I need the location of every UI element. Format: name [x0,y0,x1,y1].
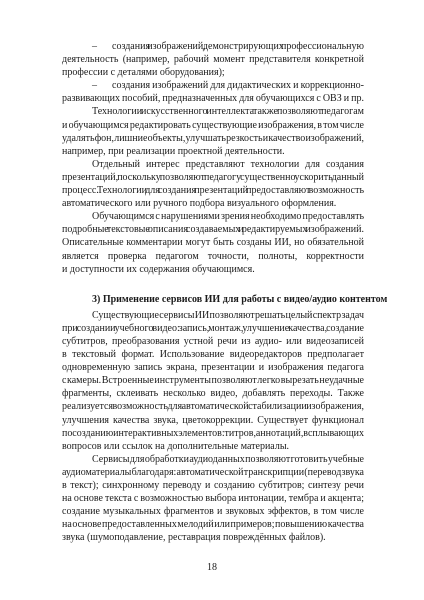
paragraph [62,105,364,157]
list-item [62,79,364,105]
text-line: развивающих пособий, предназначенных для обучающихся с ОВЗ и пр. [62,93,364,105]
text-line: и доступности их содержания обучающимся. [62,263,255,275]
text-line: звука (шумоподавление, реставрация повреждённых файлов). [62,532,326,544]
text-line: субтитров, преобразования устной речи из аудио- или видеозаписей [62,335,364,347]
text-line: процесс. Технологии для создания презентаций предоставляют возможность [62,185,364,197]
text-line [62,40,364,53]
text-line: подробные текстовые описания создаваемых и редактируемых изображений. [62,224,364,236]
text-line: одновременную запись экрана, презентации и изображения педагога [62,362,364,374]
text-line: аудиоматериалы благодаря: автоматической транскрипции (перевод звука [62,466,364,478]
page-content [62,40,388,544]
paragraph [62,158,364,210]
text-line: по созданию интерактивных элементов: титров, аннотаций, всплывающих [62,427,364,439]
section-heading: 3) Применение сервисов ИИ для работы с видео/аудио контентом [92,293,388,305]
text-line: в текст); синхронному переводу и созданию субтитров; синтезу речи [62,480,364,491]
text-line: реализуется возможность для автоматической стабилизации изображения, [62,401,364,413]
text-line: на основе предоставленных мелодий или примеров; повышению качества [62,519,364,531]
text-line: Технологии искусственного интеллекта также позволяют педагогам [92,106,364,118]
text-line: автоматического или ручного подбора визуального оформления. [62,198,337,210]
list-marker: – [92,41,97,52]
text-line: и обучающимся редактировать существующие изображения, в том числе [62,119,364,131]
list-item-text: создания изображений для дидактических и коррекционно- [112,80,364,92]
text-line: Обучающимся с нарушениями зрения необходимо предоставлять [92,211,364,223]
page-number: 18 [207,562,217,573]
text-line: является проверка педагогом точности, полноты, корректности [62,250,364,262]
list-item [62,40,364,79]
text-line: профессии с деталями оборудования); [62,67,225,79]
text-line: деятельность (например, рабочий момент представителя конкретной [62,54,364,66]
text-line: фрагменты, склеивать несколько видео, добавлять переходы. Также [62,388,364,400]
text-line: создание музыкальных фрагментов и звуковых эффектов, в том числе [62,506,364,518]
paragraph [62,309,364,453]
text-line: Описательные комментарии могут быть созданы ИИ, но обязательной [62,237,364,249]
list-item-text: создания изображений, демонстрирующих профессиональную [112,41,364,52]
paragraph [62,453,364,545]
text-line: при создании учебного видео: запись, монтаж, улучшение качества, создание [62,322,364,334]
text-line: на основе текста с возможностью выбора интонации, тембра и акцента; [62,493,364,505]
text-line [62,79,364,92]
text-line: Отдельный интерес представляют технологии для создания [92,158,364,170]
text-line: вопросов или ссылок на дополнительные материалы. [62,440,290,452]
text-line: Сервисы для обработки аудиоданных позволяют готовить учебные [92,453,364,465]
text-line: в текстовый формат. Использование видеоредакторов предполагает [62,349,364,361]
list-marker: – [92,80,97,92]
text-line: улучшения качества звука, цветокоррекции. Существует функционал [62,414,364,426]
text-line: например, при реализации проектной деятельности. [62,145,285,157]
text-line: удалять фон, лишние объекты, улучшать резкость и качество изображений, [62,132,364,144]
paragraph [62,210,364,275]
text-line: Существующие сервисы ИИ позволяют решать целый спектр задач [92,309,365,321]
text-line: презентаций, поскольку позволяют педагогу существенно ускорить данный [62,171,364,183]
text-line: с камеры. Встроенные инструменты позволяют легко вырезать неудачные [62,375,364,387]
